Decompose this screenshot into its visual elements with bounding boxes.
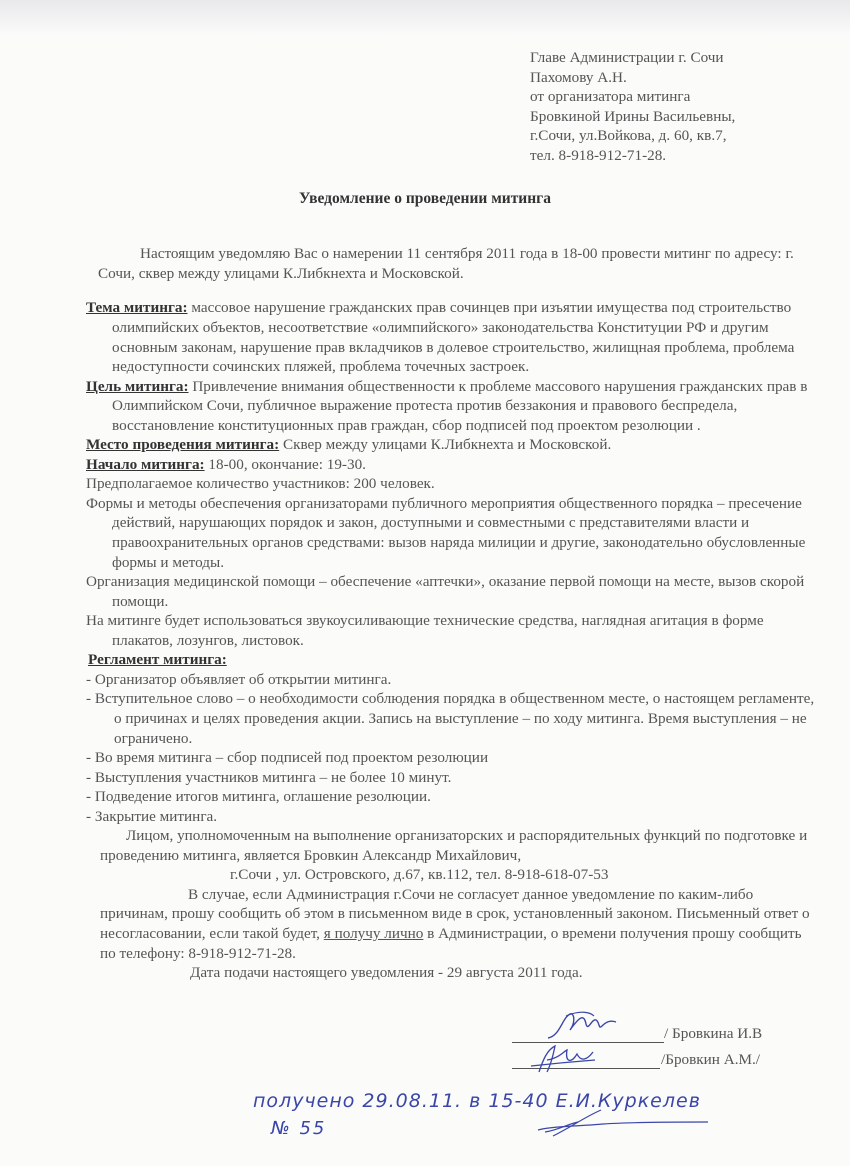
equipment-paragraph: На митинге будет использоваться звукоусиливающие технические средства, наглядная агитация в форме плакатов, лозунгов, листовок. — [86, 612, 764, 649]
submission-date: Дата подачи настоящего уведомления - 29 августа 2011 года. — [190, 964, 583, 982]
goal-label: Цель митинга: — [86, 377, 189, 395]
place-paragraph — [86, 435, 816, 455]
participants-paragraph: Предполагаемое количество участников: 200 человек. — [86, 475, 435, 493]
goal-text: Привлечение внимания общественности к проблеме массового нарушения гражданских прав в Олимпийском Сочи, публичное выражение протеста против беззакония и правового беспредела, восстановление конституционных прав граждан, сбор подписей под проектом резолюции . — [112, 377, 808, 434]
order-paragraph: Формы и методы обеспечения организаторами публичного мероприятия общественного порядка – пресечение действий, нарушающих порядок и закон, доступными и совместными с представителями власти и правоохранительных органов средствами: вызов наряда милиции и другие, законодательно обусловленные формы и методы. — [86, 494, 806, 571]
received-note — [253, 1088, 833, 1158]
time-label: Начало митинга: — [86, 455, 205, 473]
regulation-item: - Вступительное слово – о необходимости соблюдения порядка в общественном месте, о настоящем регламенте, о причинах и целях проведения акции. Запись на выступление – по ходу митинга. Время выступления – не ограничено. — [86, 690, 815, 747]
received-note-text: получено 29.08.11. в 15-40 Е.И.Куркелев — [253, 1090, 701, 1112]
disagreement-paragraph — [86, 885, 816, 963]
addressee-line: Бровкиной Ирины Васильевны, — [530, 107, 736, 125]
addressee-line: от организатора митинга — [530, 88, 691, 106]
addressee-line: Главе Администрации г. Сочи — [530, 49, 724, 66]
time-paragraph — [86, 455, 816, 475]
regulations-heading: Регламент митинга: — [88, 651, 227, 669]
place-label: Место проведения митинга: — [86, 436, 280, 454]
regulations-heading-line — [86, 650, 816, 670]
addressee-block — [530, 48, 735, 166]
addressee-line: Пахомову А.Н. — [530, 68, 627, 86]
disagreement-underlined: я получу лично — [323, 924, 424, 942]
document-title: Уведомление о проведении митинга — [299, 190, 551, 207]
regulation-item: - Подведение итогов митинга, оглашение резолюции. — [86, 788, 431, 806]
topic-text: массовое нарушение гражданских прав сочинцев при изъятии имущества под строительство олимпийских объектов, несоответствие «олимпийского» законодательства Конституции РФ и другим основным законам, нарушение прав вкладчиков в долевое строительство, жилищная проблема, проблема недоступности сочинских пляжей, проблема точечных застроек. — [112, 299, 795, 376]
place-text: Сквер между улицами К.Либкнехта и Московской. — [279, 436, 612, 454]
disagreement-text-end: в Администрации, о времени получения прошу сообщить по телефону: 8-918-912-71-28. — [100, 924, 802, 962]
signature-scribble-2 — [525, 1042, 605, 1076]
signature-name-2: /Бровкин А.М./ — [661, 1051, 761, 1068]
scan-top-shadow — [0, 0, 850, 36]
time-text: 18-00, окончание: 19-30. — [204, 455, 366, 473]
addressee-line: тел. 8-918-912-71-28. — [530, 146, 667, 164]
addressee-line: г.Сочи, ул.Войкова, д. 60, кв.7, — [530, 127, 727, 145]
document-body — [86, 229, 816, 983]
received-note-number: № 55 — [271, 1118, 327, 1139]
signature-scribble-1 — [540, 1008, 620, 1044]
regulation-item: - Закрытие митинга. — [86, 807, 218, 825]
disagreement-text: В случае, если Администрация г.Сочи не согласует данное уведомление по каким-либо причинам, прошу сообщить об этом в письменном виде в срок, установленный законом. Письменный ответ о несогласовании, если такой будет, — [100, 885, 810, 942]
topic-label: Тема митинга: — [86, 299, 188, 317]
intro-paragraph: Настоящим уведомляю Вас о намерении 11 сентября 2011 года в 18-00 провести митинг по адресу: г. Сочи, сквер между улицами К.Либкнехта и Московской. — [98, 245, 794, 282]
signature-name-1: / Бровкина И.В — [664, 1025, 763, 1042]
regulation-item: - Выступления участников митинга – не более 10 минут. — [86, 768, 452, 786]
medical-paragraph: Организация медицинской помощи – обеспечение «аптечки», оказание первой помощи на месте, вызов скорой помощи. — [86, 573, 805, 610]
regulation-item: - Организатор объявляет об открытии митинга. — [86, 670, 392, 688]
responsible-paragraph: Лицом, уполномоченным на выполнение организаторских и распорядительных функций по подготовке и проведению митинга, является Бровкин Александр Михайлович, — [100, 827, 808, 864]
goal-paragraph — [86, 377, 816, 436]
responsible-address: г.Сочи , ул. Островского, д.67, кв.112, тел. 8-918-618-07-53 — [230, 866, 609, 884]
regulation-item: - Во время митинга – сбор подписей под проектом резолюции — [86, 749, 489, 767]
topic-paragraph — [86, 298, 816, 376]
